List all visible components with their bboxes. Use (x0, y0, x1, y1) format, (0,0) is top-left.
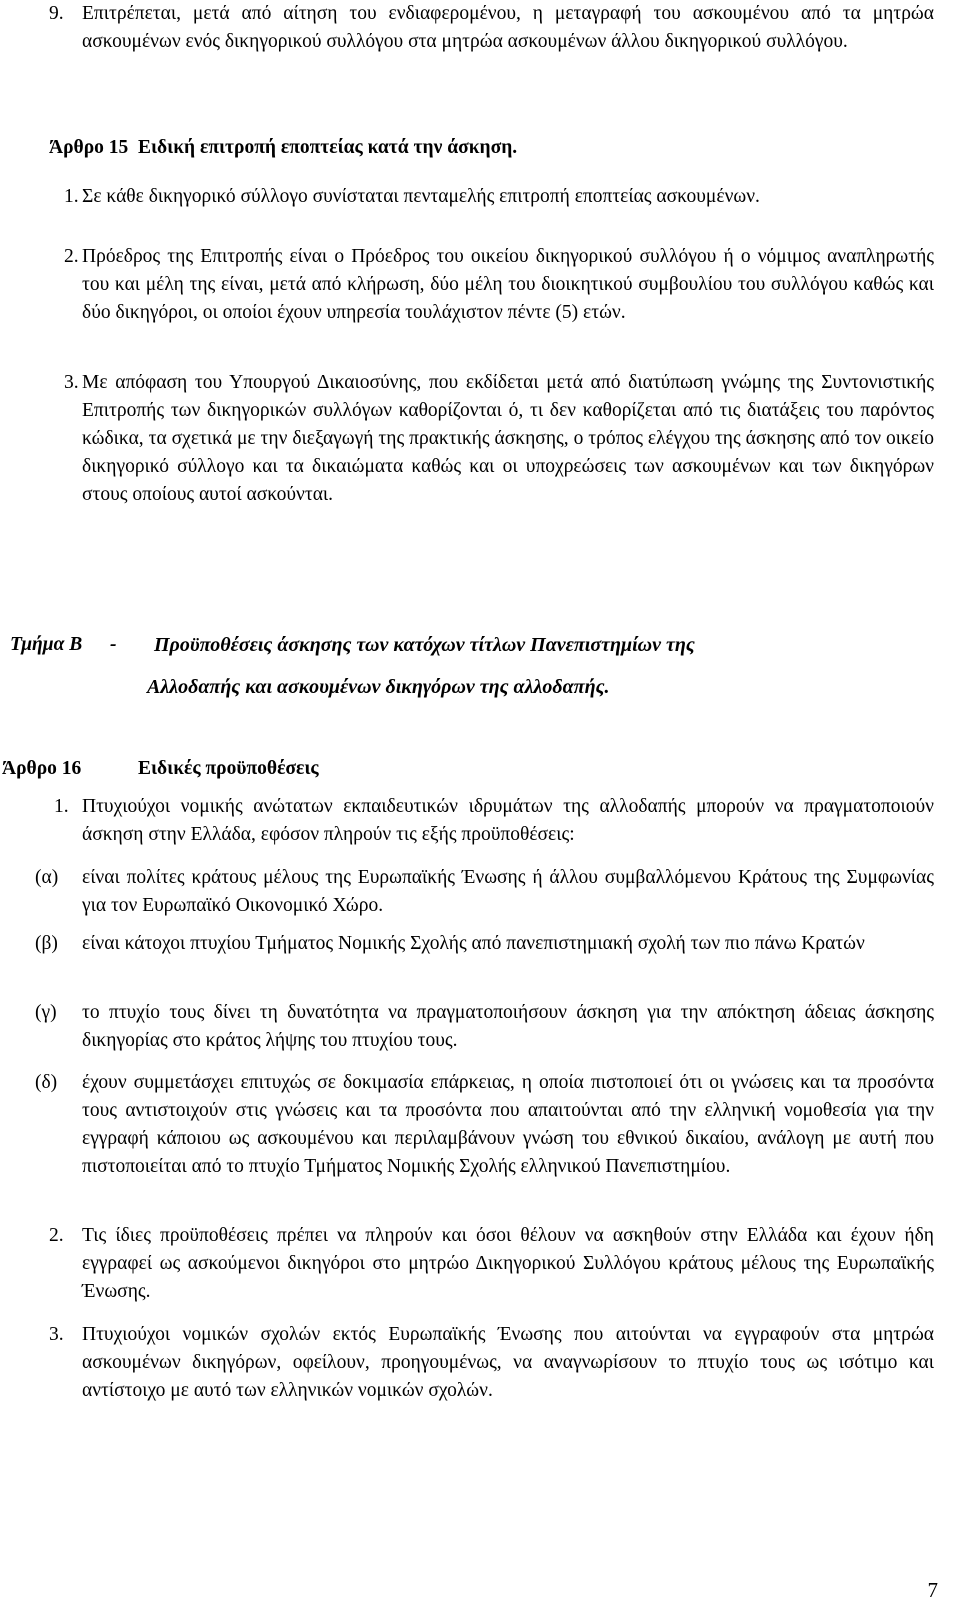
section-b-dash: - (110, 634, 117, 655)
article-16-p3-text: Πτυχιούχοι νομικών σχολών εκτός Ευρωπαϊκής Ένωσης που αιτούνται να εγγραφούν στα μητρώα ασκουμένων δικηγόρων, οφείλουν, προηγουμένως, να αναγνωρίσουν το πτυχίο τους ως ισότιμο και αντίστοιχο με αυτό των ελληνικών νομικών σχολών. (82, 1324, 934, 1401)
condition-d-marker: (δ) (35, 1072, 58, 1093)
condition-a-text: είναι πολίτες κράτους μέλους της Ευρωπαϊκής Ένωσης ή άλλου συμβαλλόμενου Κράτους της Συμφωνίας για τον Ευρωπαϊκό Οικονομικό Χώρο. (82, 867, 934, 916)
section-b-title-line-1: Προϋποθέσεις άσκησης των κατόχων τίτλων Πανεπιστημίων της (154, 634, 695, 656)
page-number: 7 (927, 1578, 938, 1602)
condition-a-marker: (α) (35, 867, 59, 888)
article-16-p3-number: 3. (49, 1324, 64, 1345)
article-15-p3-text: Με απόφαση του Υπουργού Δικαιοσύνης, που εκδίδεται μετά από διατύπωση γνώμης της Συντονιστικής Επιτροπής των δικηγορικών συλλόγων καθορίζονται ό, τι δεν καθορίζεται από τις διατάξεις του παρόντος κώδικα, τα σχετικά με την διεξαγωγή της πρακτικής άσκησης, ο τρόπος ελέγχου της άσκησης από τον οικείο δικηγορικό σύλλογο και τα δικαιώματα καθώς και οι υποχρεώσεις των ασκουμένων και των δικηγόρων στους οποίους αυτοί ασκούνται. (82, 372, 934, 505)
article-15-p2-text: Πρόεδρος της Επιτροπής είναι ο Πρόεδρος του οικείου δικηγορικού συλλόγου ή ο νόμιμος αναπληρωτής του και μέλη της είναι, μετά από κλήρωση, δύο μέλη του διοικητικού συμβουλίου του συλλόγου καθώς και δύο δικηγόροι, οι οποίοι έχουν υπηρεσία τουλάχιστον πέντε (5) ετών. (82, 246, 934, 323)
article-16-p2-text: Τις ίδιες προϋποθέσεις πρέπει να πληρούν και όσοι θέλουν να ασκηθούν στην Ελλάδα και έχουν ήδη εγγραφεί ως ασκούμενοι δικηγόροι στο μητρώο Δικηγορικού Συλλόγου κράτους μέλους της Ευρωπαϊκής Ένωσης. (82, 1225, 934, 1302)
condition-b-text: είναι κάτοχοι πτυχίου Τμήματος Νομικής Σχολής από πανεπιστημιακή σχολή των πιο πάνω Κρατών (82, 933, 865, 954)
article-16-label: Άρθρο 16 (2, 758, 82, 779)
condition-d-text: έχουν συμμετάσχει επιτυχώς σε δοκιμασία επάρκειας, η οποία πιστοποιεί ότι οι γνώσεις και τα προσόντα τους αντιστοιχούν στις γνώσεις και τα προσόντα που απαιτούνται από την ελληνική νομοθεσία για την εγγραφή κάποιου ως ασκουμένου και περιλαμβάνουν γνώση του εθνικού δικαίου, ανάλογη με αυτή που πιστοποιείται από το πτυχίο Τμήματος Νομικής Σχολής ελληνικού Πανεπιστημίου. (82, 1072, 934, 1177)
condition-c-marker: (γ) (35, 1002, 57, 1023)
article-16-title: Ειδικές προϋποθέσεις (138, 758, 319, 779)
item-9-text: Επιτρέπεται, μετά από αίτηση του ενδιαφερομένου, η μεταγραφή του ασκουμένου από τα μητρώα ασκουμένων ενός δικηγορικού συλλόγου στα μητρώα ασκουμένων άλλου δικηγορικού συλλόγου. (82, 3, 934, 52)
article-16-p2-number: 2. (49, 1225, 64, 1246)
article-16-p1-number: 1. (54, 796, 69, 817)
article-15-p2-number: 2. (64, 246, 79, 267)
article-16-p1-text: Πτυχιούχοι νομικής ανώτατων εκπαιδευτικών ιδρυμάτων της αλλοδαπής μπορούν να πραγματοποιούν άσκηση στην Ελλάδα, εφόσον πληρούν τις εξής προϋποθέσεις: (82, 796, 934, 845)
article-15-label: Άρθρο 15 (49, 137, 129, 158)
condition-b-marker: (β) (35, 933, 58, 954)
section-b-title-line-2: Αλλοδαπής και ασκουμένων δικηγόρων της αλλοδαπής. (147, 676, 610, 698)
article-15-p1-text: Σε κάθε δικηγορικό σύλλογο συνίσταται πενταμελής επιτροπή εποπτείας ασκουμένων. (82, 186, 760, 207)
item-9-number: 9. (49, 3, 64, 24)
section-b-label: Τμήμα Β (10, 634, 83, 655)
article-15-p1-number: 1. (64, 186, 79, 207)
article-15-p3-number: 3. (64, 372, 79, 393)
article-15-title: Ειδική επιτροπή εποπτείας κατά την άσκηση. (138, 137, 518, 158)
condition-c-text: το πτυχίο τους δίνει τη δυνατότητα να πραγματοποιήσουν άσκηση για την απόκτηση άδειας άσκησης δικηγορίας στο κράτος λήψης του πτυχίου τους. (82, 1002, 934, 1051)
